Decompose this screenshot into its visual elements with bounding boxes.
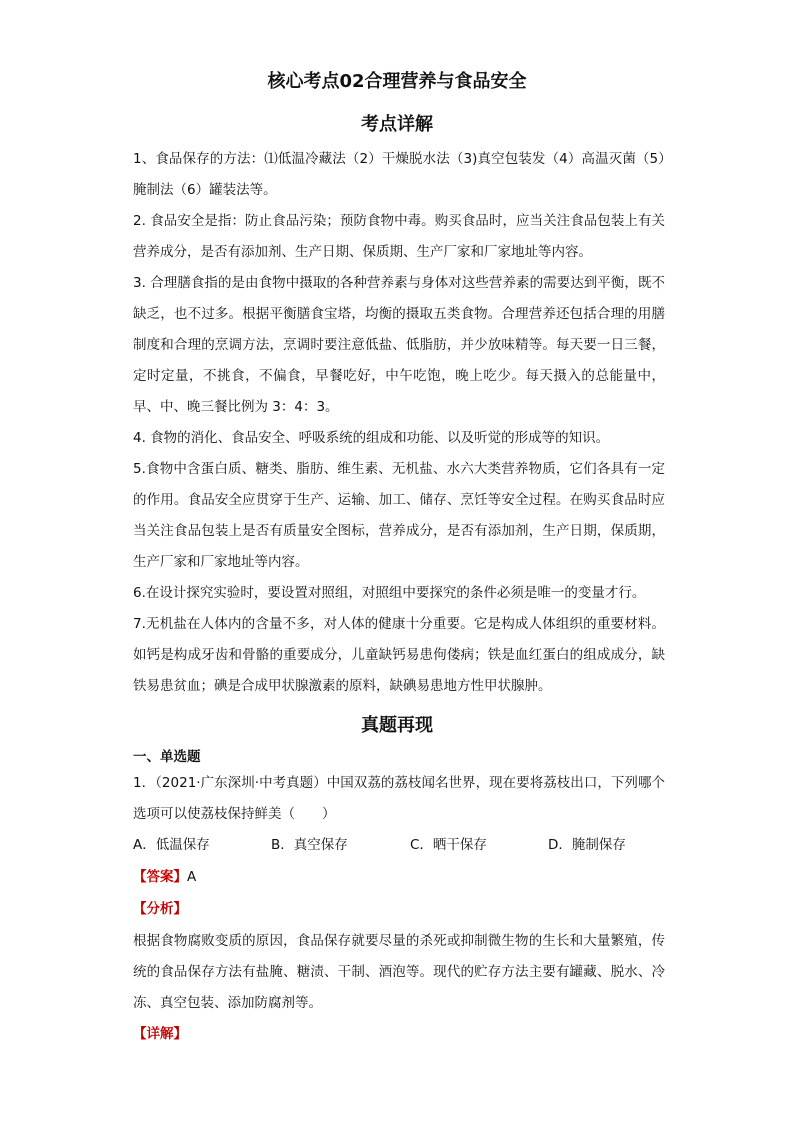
key-point-1: 1、食品保存的方法：⑴低温冷藏法（2）干燥脱水法（3)真空包装发（4）高温灭菌（5）腌制法（6）罐装法等。: [133, 151, 665, 198]
question-stem: 1．（2021·广东深圳·中考真题）中国双荔的荔枝闻名世界，现在要将荔枝出口，下列哪个选项可以使荔枝保持鲜美（ ）: [133, 775, 665, 822]
document-title: 核心考点02合理营养与食品安全: [267, 71, 527, 92]
key-point-6: 6.在设计探究实验时，要设置对照组，对照组中要探究的条件必须是唯一的变量才行。: [133, 585, 646, 601]
analysis-label: 【分析】: [133, 901, 187, 917]
section-title-key-points: 考点详解: [361, 114, 433, 135]
option-d[interactable]: D．腌制保存: [548, 837, 626, 853]
answer-value: A: [187, 869, 197, 885]
section-title-past-exams: 真题再现: [361, 715, 433, 736]
detail-label: 【详解】: [133, 1026, 187, 1042]
answer-options: [133, 833, 665, 857]
key-point-7: 7.无机盐在人体内的含量不多，对人体的健康十分重要。它是构成人体组织的重要材料。如钙是构成牙齿和骨骼的重要成分，儿童缺钙易患佝偻病；铁是血红蛋白的组成成分，缺铁易患贫血；碘是合成甲状腺激素的原料，缺碘易患地方性甲状腺肿。: [133, 616, 665, 694]
option-b[interactable]: B．真空保存: [271, 837, 348, 853]
key-point-2: 2. 食品安全是指：防止食品污染；预防食物中毒。购买食品时，应当关注食品包装上有关营养成分，是否有添加剂、生产日期、保质期、生产厂家和厂家地址等内容。: [133, 213, 665, 260]
key-point-5: 5.食物中含蛋白质、糖类、脂肪、维生素、无机盐、水六大类营养物质，它们各具有一定的作用。食品安全应贯穿于生产、运输、加工、储存、烹饪等安全过程。在购买食品时应当关注食品包装上是否有质量安全图标，营养成分，是否有添加剂，生产日期，保质期，生产厂家和厂家地址等内容。: [133, 461, 665, 570]
answer-label: 【答案】: [133, 869, 187, 885]
key-point-3: 3. 合理膳食指的是由食物中摄取的各种营养素与身体对这些营养素的需要达到平衡，既不缺乏，也不过多。根据平衡膳食宝塔，均衡的摄取五类食物。合理营养还包括合理的用膳制度和合理的烹调方法，烹调时要注意低盐、低脂肪，并少放味精等。每天要一日三餐，定时定量，不挑食，不偏食，早餐吃好，中午吃饱，晚上吃少。每天摄入的总能量中，早、中、晚三餐比例为 3：4：3。: [133, 275, 665, 415]
detail-heading: [133, 1022, 187, 1046]
question-type-heading: 一、单选题: [133, 749, 201, 765]
option-c[interactable]: C．晒干保存: [410, 837, 487, 853]
analysis-text: 根据食物腐败变质的原因，食品保存就要尽量的杀死或抑制微生物的生长和大量繁殖，传统的食品保存方法有盐腌、糖渍、干制、酒泡等。现代的贮存方法主要有罐藏、脱水、冷冻、真空包装、添加防腐剂等。: [133, 933, 665, 1011]
key-point-4: 4. 食物的消化、食品安全、呼吸系统的组成和功能、以及听觉的形成等的知识。: [133, 430, 610, 446]
option-a[interactable]: A．低温保存: [133, 837, 210, 853]
analysis-heading: [133, 897, 187, 921]
answer-line: [133, 865, 196, 889]
